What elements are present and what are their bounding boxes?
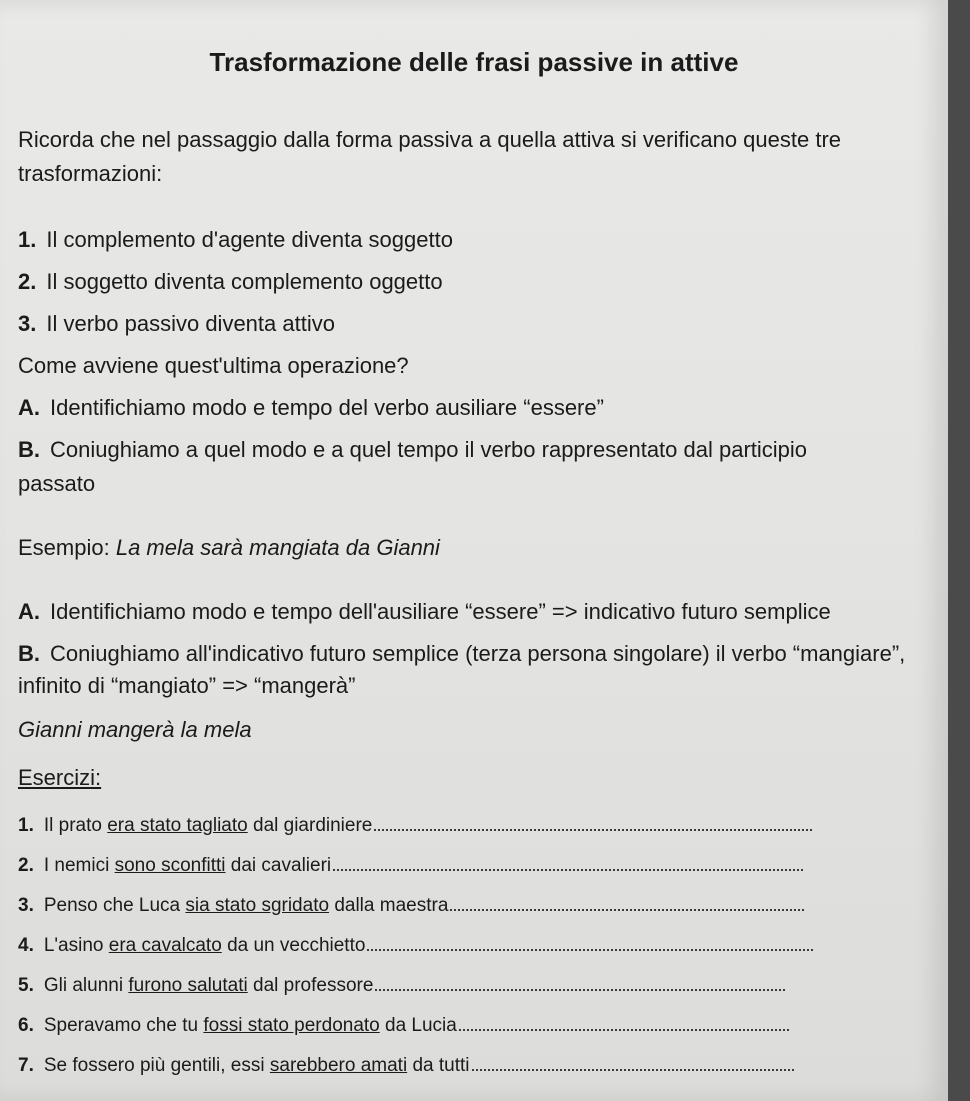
rule-item: [18, 226, 453, 254]
exercise-item: [18, 932, 813, 960]
exercise-number: 5.: [18, 975, 34, 996]
exercise-passive-verb: era cavalcato: [108, 935, 222, 956]
page-title: Trasformazione delle frasi passive in attive: [209, 47, 739, 77]
exercises-heading: Esercizi:: [18, 765, 102, 790]
exercise-passive-verb: era stato tagliato: [107, 815, 248, 836]
exercise-item: [18, 1012, 789, 1040]
intro-text-line-2: trasformazioni:: [18, 161, 163, 186]
exercise-passive-verb: sarebbero amati: [269, 1055, 408, 1076]
exercise-agent: dalla maestra: [334, 895, 449, 916]
exercise-item: [18, 892, 804, 920]
rule-number: 2.: [18, 269, 37, 294]
exercise-agent: dai cavalieri: [230, 855, 332, 876]
example-label: Esempio:: [18, 535, 110, 560]
step-continuation: passato: [18, 471, 96, 496]
question-text: Come avviene quest'ultima operazione?: [18, 353, 409, 378]
exercise-item: [18, 972, 785, 1000]
answer-blank[interactable]: [472, 1059, 794, 1071]
rule-text: Il soggetto diventa complemento oggetto: [46, 269, 443, 294]
exercise-subject: Se fossero più gentili, essi: [43, 1055, 265, 1076]
example-line: [18, 534, 440, 562]
exercise-number: 1.: [18, 815, 34, 836]
exercise-passive-verb: fossi stato perdonato: [203, 1015, 380, 1036]
answer-blank[interactable]: [375, 979, 785, 991]
example-result: Gianni mangerà la mela: [18, 717, 252, 742]
step-letter: B.: [18, 437, 40, 462]
exercise-item: [18, 812, 812, 840]
rule-item: [18, 310, 335, 338]
example-step-letter: B.: [18, 641, 40, 666]
exercise-passive-verb: sia stato sgridato: [185, 895, 330, 916]
exercise-subject: Il prato: [43, 815, 102, 836]
exercise-passive-verb: furono salutati: [128, 975, 248, 996]
exercise-number: 3.: [18, 895, 34, 916]
rule-text: Il complemento d'agente diventa soggetto: [46, 227, 453, 252]
example-sentence: La mela sarà mangiata da Gianni: [115, 535, 440, 560]
rule-number: 3.: [18, 311, 37, 336]
example-step-text: Coniughiamo all'indicativo futuro semplice (terza persona singolare) il verbo “mangiare”,: [50, 641, 906, 666]
rule-number: 1.: [18, 227, 37, 252]
exercise-number: 7.: [18, 1055, 34, 1076]
rule-text: Il verbo passivo diventa attivo: [46, 311, 335, 336]
step-letter: A.: [18, 395, 40, 420]
exercise-subject: I nemici: [43, 855, 110, 876]
exercise-subject: Gli alunni: [43, 975, 124, 996]
exercise-item: [18, 852, 803, 880]
step-text: Coniughiamo a quel modo e a quel tempo il verbo rappresentato dal participio: [50, 437, 808, 462]
answer-blank[interactable]: [333, 859, 803, 871]
answer-blank[interactable]: [374, 819, 812, 831]
step-text: Identifichiamo modo e tempo del verbo ausiliare “essere”: [50, 395, 604, 420]
answer-blank[interactable]: [450, 899, 804, 911]
exercise-agent: dal giardiniere: [253, 815, 373, 836]
exercise-subject: Speravamo che tu: [43, 1015, 199, 1036]
exercise-agent: da tutti: [412, 1055, 470, 1076]
exercise-agent: da un vecchietto: [227, 935, 366, 956]
step-item: [18, 436, 807, 464]
exercise-subject: Penso che Luca: [43, 895, 181, 916]
example-step-text: Identifichiamo modo e tempo dell'ausiliare “essere” => indicativo futuro semplice: [50, 599, 831, 624]
exercise-subject: L'asino: [43, 935, 104, 956]
example-continuation: infinito di “mangiato” => “mangerà”: [18, 673, 356, 698]
exercise-agent: da Lucia: [385, 1015, 457, 1036]
answer-blank[interactable]: [459, 1019, 789, 1031]
exercise-passive-verb: sono sconfitti: [114, 855, 226, 876]
example-step-item: [18, 640, 905, 668]
example-step-item: [18, 598, 831, 626]
exercise-item: [18, 1052, 794, 1080]
step-item: [18, 394, 604, 422]
exercise-number: 4.: [18, 935, 34, 956]
exercise-number: 2.: [18, 855, 34, 876]
answer-blank[interactable]: [367, 939, 813, 951]
exercise-number: 6.: [18, 1015, 34, 1036]
rule-item: [18, 268, 443, 296]
intro-text-line-1: Ricorda che nel passaggio dalla forma passiva a quella attiva si verificano queste tre: [18, 127, 842, 152]
exercise-agent: dal professore: [253, 975, 374, 996]
example-step-letter: A.: [18, 599, 40, 624]
